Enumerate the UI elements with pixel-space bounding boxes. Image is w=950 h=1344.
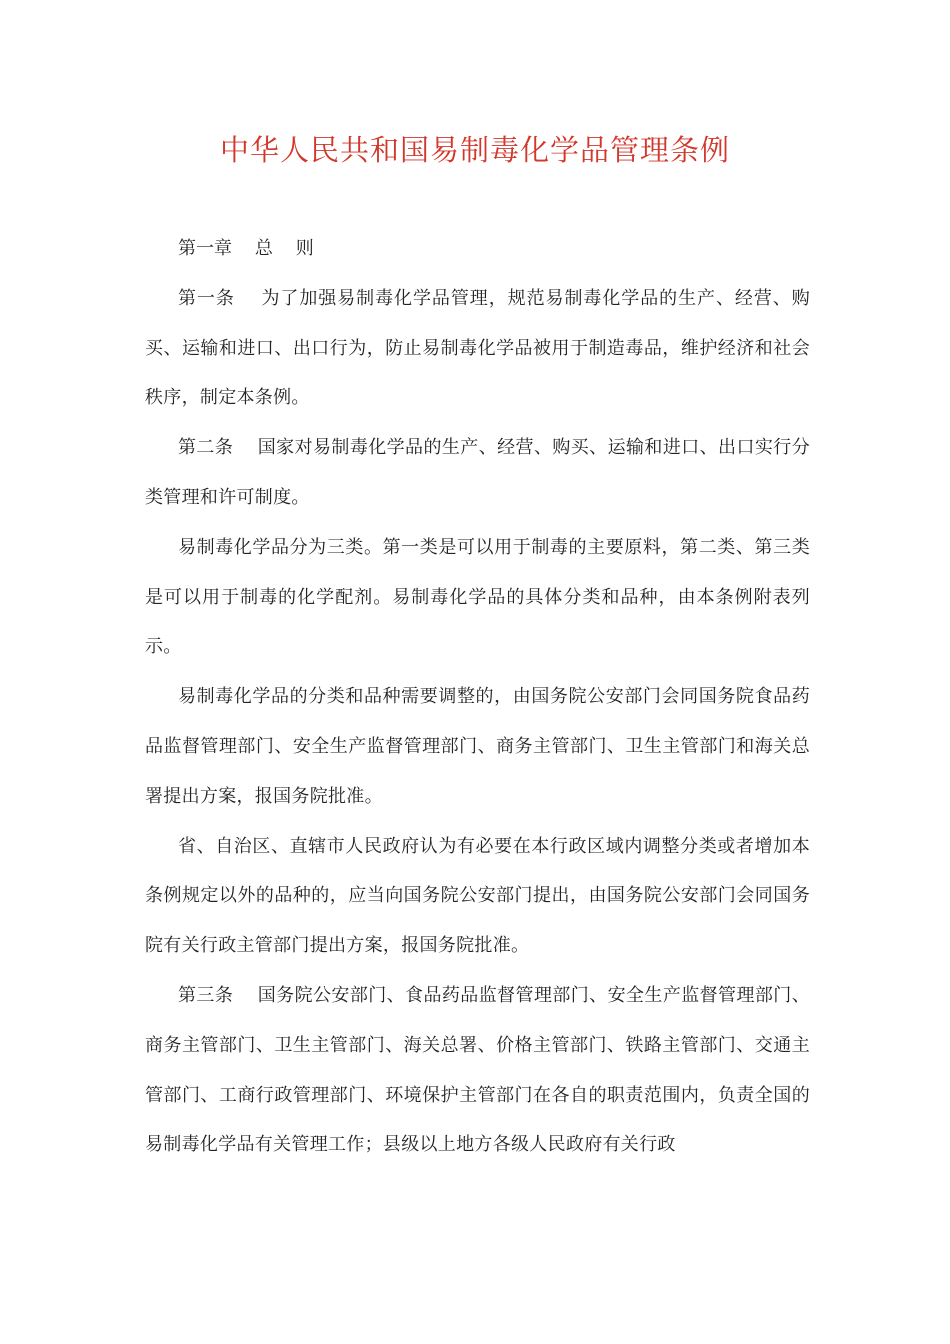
document-title: 中华人民共和国易制毒化学品管理条例	[219, 133, 730, 167]
paragraph-adjustment: 易制毒化学品的分类和品种需要调整的，由国务院公安部门会同国务院食品药品监督管理部门、安全生产监督管理部门、商务主管部门、卫生主管部门和海关总署提出方案，报国务院批准。	[145, 686, 810, 807]
paragraph-article-2: 第二条 国家对易制毒化学品的生产、经营、购买、运输和进口、出口实行分类管理和许可制度。	[145, 437, 810, 508]
paragraph-article-1: 第一条 为了加强易制毒化学品管理，规范易制毒化学品的生产、经营、购买、运输和进口、出口行为，防止易制毒化学品被用于制造毒品，维护经济和社会秩序，制定本条例。	[145, 287, 810, 409]
paragraph-provincial: 省、自治区、直辖市人民政府认为有必要在本行政区域内调整分类或者增加本条例规定以外的品种的，应当向国务院公安部门提出，由国务院公安部门会同国务院有关行政主管部门提出方案，报国务院批准。	[145, 835, 810, 957]
paragraph-classification: 易制毒化学品分为三类。第一类是可以用于制毒的主要原料，第二类、第三类是可以用于制毒的化学配剂。易制毒化学品的具体分类和品种，由本条例附表列示。	[145, 536, 810, 658]
paragraph-article-3: 第三条 国务院公安部门、食品药品监督管理部门、安全生产监督管理部门、商务主管部门、卫生主管部门、海关总署、价格主管部门、铁路主管部门、交通主管部门、工商行政管理部门、环境保护主管部门在各自的职责范围内，负责全国的易制毒化学品有关管理工作；县级以上地方各级人民政府有关行政	[145, 984, 810, 1156]
chapter-heading: 第一章 总 则	[178, 238, 314, 259]
document-body	[145, 224, 810, 1170]
